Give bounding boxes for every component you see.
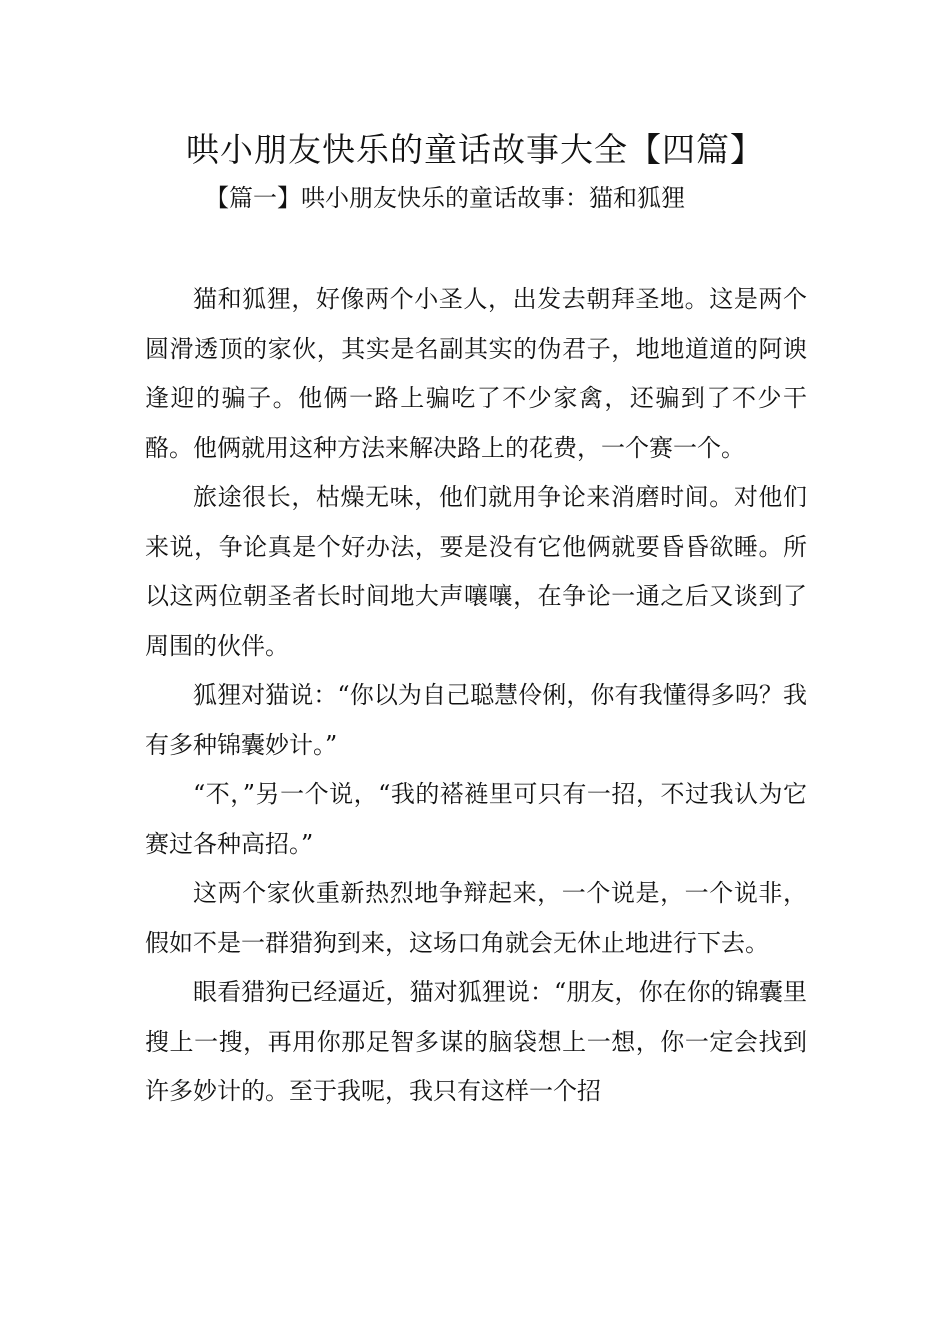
story-body	[145, 275, 807, 1117]
paragraph-3: 狐狸对猫说：“你以为自己聪慧伶俐，你有我懂得多吗？我有多种锦囊妙计。”	[145, 681, 807, 759]
paragraph-2: 旅途很长，枯燥无味，他们就用争论来消磨时间。对他们来说，争论真是个好办法，要是没有它他俩就要昏昏欲睡。所以这两位朝圣者长时间地大声嚷嚷，在争论一通之后又谈到了周围的伙伴。	[145, 483, 807, 660]
paragraph-1: 猫和狐狸，好像两个小圣人，出发去朝拜圣地。这是两个圆滑透顶的家伙，其实是名副其实的伪君子，地地道道的阿谀逢迎的骗子。他俩一路上骗吃了不少家禽，还骗到了不少干酪。他俩就用这种方法来解决路上的花费，一个赛一个。	[145, 285, 807, 462]
paragraph-5: 这两个家伙重新热烈地争辩起来，一个说是，一个说非，假如不是一群猎狗到来，这场口角就会无休止地进行下去。	[145, 879, 807, 957]
paragraph-6: 眼看猎狗已经逼近，猫对狐狸说：“朋友，你在你的锦囊里搜上一搜，再用你那足智多谋的脑袋想上一想，你一定会找到许多妙计的。至于我呢，我只有这样一个招	[145, 978, 807, 1105]
document-title: 哄小朋友快乐的童话故事大全【四篇】	[186, 130, 764, 169]
paragraph-4: “不，”另一个说，“我的褡裢里可只有一招，不过我认为它赛过各种高招。”	[145, 780, 807, 858]
section-heading: 【篇一】哄小朋友快乐的童话故事：猫和狐狸	[205, 184, 685, 212]
